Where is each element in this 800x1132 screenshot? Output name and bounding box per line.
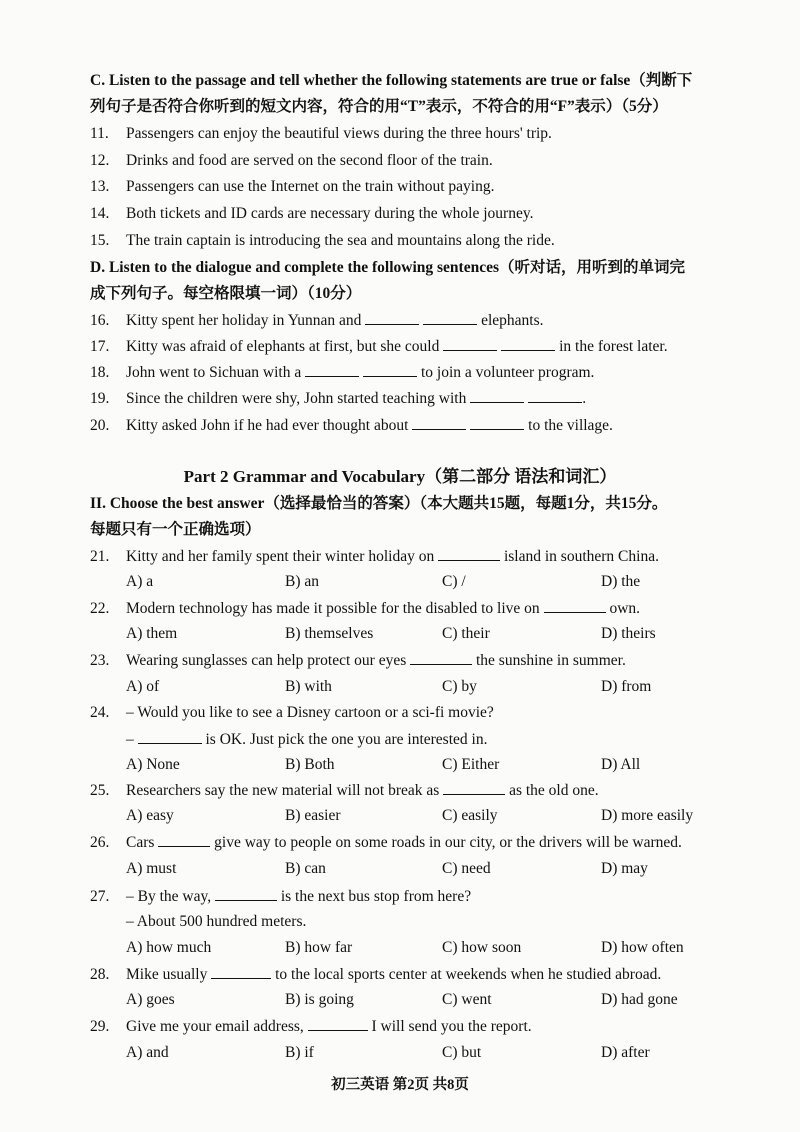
question-before: Cars (126, 834, 155, 851)
question-before: Modern technology has made it possible for the disabled to live on (126, 600, 540, 617)
answer-blank[interactable] (308, 1016, 368, 1031)
question-line1: – Would you like to see a Disney cartoon or a sci-fi movie? (126, 704, 494, 721)
answer-blank[interactable] (438, 546, 500, 561)
question-number: 12. (90, 152, 110, 169)
question-after: island in southern China. (503, 548, 659, 565)
statement-15 (90, 231, 555, 251)
option-b[interactable]: B) if (285, 1044, 314, 1061)
option-c[interactable]: C) but (442, 1044, 482, 1061)
part-2-heading-line2: 每题只有一个正确选项） (90, 521, 261, 538)
question-after: is OK. Just pick the one you are interested in. (205, 731, 488, 748)
question-number: 15. (90, 232, 110, 249)
answer-blank[interactable] (412, 415, 466, 430)
answer-blank[interactable] (528, 388, 582, 403)
answer-blank[interactable] (215, 886, 277, 901)
statement-13 (90, 177, 494, 197)
option-b[interactable]: B) Both (285, 756, 335, 773)
statement-text: Both tickets and ID cards are necessary during the whole journey. (126, 205, 534, 222)
question-after: give way to people on some roads in our city, or the drivers will be warned. (214, 834, 682, 851)
question-23 (90, 650, 626, 671)
sentence-after: to join a volunteer program. (420, 364, 595, 381)
part-2-title: Part 2 Grammar and Vocabulary（第二部分 语法和词汇） (183, 467, 617, 486)
option-c[interactable]: C) went (442, 991, 492, 1008)
answer-blank[interactable] (443, 336, 497, 351)
question-27 (90, 886, 471, 907)
sentence-after: elephants. (481, 312, 544, 329)
question-26 (90, 832, 682, 853)
question-number: 22. (90, 600, 110, 617)
option-a[interactable]: A) a (126, 573, 154, 590)
question-after: to the local sports center at weekends when he studied abroad. (275, 966, 662, 983)
option-d[interactable]: D) may (601, 860, 648, 877)
statement-text: Drinks and food are served on the second floor of the train. (126, 152, 493, 169)
question-number: 28. (90, 966, 110, 983)
sentence-after: in the forest later. (559, 338, 668, 355)
question-after: the sunshine in summer. (476, 652, 626, 669)
question-27-line2: – About 500 hundred meters. (126, 913, 307, 930)
answer-blank[interactable] (470, 388, 524, 403)
statement-text: Passengers can enjoy the beautiful views during the three hours' trip. (126, 125, 552, 142)
option-a[interactable]: A) goes (126, 991, 175, 1008)
question-number: 19. (90, 390, 110, 407)
option-d[interactable]: D) the (601, 573, 641, 590)
answer-blank[interactable] (470, 415, 524, 430)
question-before: Wearing sunglasses can help protect our eyes (126, 652, 407, 669)
section-d-heading-line2: 成下列句子。每空格限填一词）（10分） (90, 285, 362, 302)
question-after: is the next bus stop from here? (280, 888, 472, 905)
sentence-before: Kitty was afraid of elephants at first, but she could (126, 338, 440, 355)
question-number: 20. (90, 417, 110, 434)
sentence-before: John went to Sichuan with a (126, 364, 302, 381)
option-d[interactable]: D) from (601, 678, 652, 695)
sentence-18 (90, 362, 594, 383)
option-a[interactable]: A) None (126, 756, 180, 773)
sentence-16 (90, 310, 544, 331)
question-21 (90, 546, 659, 567)
option-d[interactable]: D) more easily (601, 807, 694, 824)
option-b[interactable]: B) easier (285, 807, 341, 824)
sentence-before: Kitty spent her holiday in Yunnan and (126, 312, 362, 329)
question-before: Kitty and her family spent their winter holiday on (126, 548, 435, 565)
option-d[interactable]: D) theirs (601, 625, 656, 642)
option-b[interactable]: B) an (285, 573, 320, 590)
answer-blank[interactable] (443, 780, 505, 795)
sentence-17 (90, 336, 668, 357)
answer-blank[interactable] (211, 964, 271, 979)
option-b[interactable]: B) themselves (285, 625, 374, 642)
question-before: Give me your email address, (126, 1018, 304, 1035)
question-number: 24. (90, 704, 110, 721)
option-c[interactable]: C) / (442, 573, 466, 590)
sentence-after: to the village. (528, 417, 613, 434)
question-25 (90, 780, 599, 801)
option-a[interactable]: A) must (126, 860, 177, 877)
option-d[interactable]: D) after (601, 1044, 650, 1061)
answer-blank[interactable] (501, 336, 555, 351)
option-d[interactable]: D) All (601, 756, 641, 773)
question-number: 26. (90, 834, 110, 851)
question-24 (90, 703, 494, 723)
question-number: 25. (90, 782, 110, 799)
question-number: 17. (90, 338, 110, 355)
answer-blank[interactable] (423, 310, 477, 325)
sentence-after: . (582, 390, 587, 407)
sentence-19 (90, 388, 586, 409)
question-after: as the old one. (509, 782, 599, 799)
option-d[interactable]: D) had gone (601, 991, 678, 1008)
option-a[interactable]: A) of (126, 678, 160, 695)
question-24-line2: – is OK. Just pick the one you are interested in. (126, 731, 488, 748)
statement-11 (90, 124, 552, 144)
option-b[interactable]: B) is going (285, 991, 354, 1008)
question-after: own. (609, 600, 641, 617)
question-28 (90, 964, 661, 985)
option-c[interactable]: C) their (442, 625, 490, 642)
option-a[interactable]: A) easy (126, 807, 174, 824)
option-a[interactable]: A) how much (126, 939, 212, 956)
option-c[interactable]: C) by (442, 678, 477, 695)
question-after: I will send you the report. (371, 1018, 532, 1035)
answer-blank[interactable] (544, 598, 606, 613)
option-b[interactable]: B) can (285, 860, 326, 877)
option-d[interactable]: D) how often (601, 939, 684, 956)
option-c[interactable]: C) need (442, 860, 491, 877)
sentence-before: Since the children were shy, John started teaching with (126, 390, 467, 407)
sentence-20 (90, 415, 613, 436)
question-number: 14. (90, 205, 110, 222)
part-2-heading-line1: II. Choose the best answer（选择最恰当的答案）（本大题共15题，每题1分，共15分。 (90, 495, 668, 512)
page-footer: 初三英语 第2页 共8页 (331, 1077, 469, 1093)
question-number: 23. (90, 652, 110, 669)
answer-blank[interactable] (305, 362, 359, 377)
answer-blank[interactable] (410, 650, 472, 665)
answer-blank[interactable] (365, 310, 419, 325)
sentence-before: Kitty asked John if he had ever thought about (126, 417, 409, 434)
question-29 (90, 1016, 532, 1037)
answer-blank[interactable] (158, 832, 210, 847)
statement-14 (90, 204, 533, 224)
question-22 (90, 598, 640, 619)
section-c-heading-line2: 列句子是否符合你听到的短文内容，符合的用“T”表示，不符合的用“F”表示）（5分） (90, 98, 668, 115)
question-number: 16. (90, 312, 110, 329)
statement-12 (90, 151, 493, 171)
option-a[interactable]: A) them (126, 625, 178, 642)
question-number: 27. (90, 888, 110, 905)
option-c[interactable]: C) how soon (442, 939, 522, 956)
question-before: Researchers say the new material will not break as (126, 782, 440, 799)
option-a[interactable]: A) and (126, 1044, 169, 1061)
question-number: 18. (90, 364, 110, 381)
option-c[interactable]: C) easily (442, 807, 498, 824)
question-number: 21. (90, 548, 110, 565)
statement-text: The train captain is introducing the sea and mountains along the ride. (126, 232, 555, 249)
question-number: 13. (90, 178, 110, 195)
question-number: 11. (90, 125, 109, 142)
question-before: – By the way, (126, 888, 212, 905)
option-b[interactable]: B) how far (285, 939, 353, 956)
statement-text: Passengers can use the Internet on the train without paying. (126, 178, 495, 195)
answer-blank[interactable] (138, 729, 202, 744)
section-c-heading-line1: C. Listen to the passage and tell whether the following statements are true or false（判断下 (90, 72, 693, 89)
answer-blank[interactable] (363, 362, 417, 377)
option-c[interactable]: C) Either (442, 756, 500, 773)
question-before: Mike usually (126, 966, 208, 983)
option-b[interactable]: B) with (285, 678, 332, 695)
section-d-heading-line1: D. Listen to the dialogue and complete the following sentences（听对话，用听到的单词完 (90, 259, 686, 276)
question-number: 29. (90, 1018, 110, 1035)
